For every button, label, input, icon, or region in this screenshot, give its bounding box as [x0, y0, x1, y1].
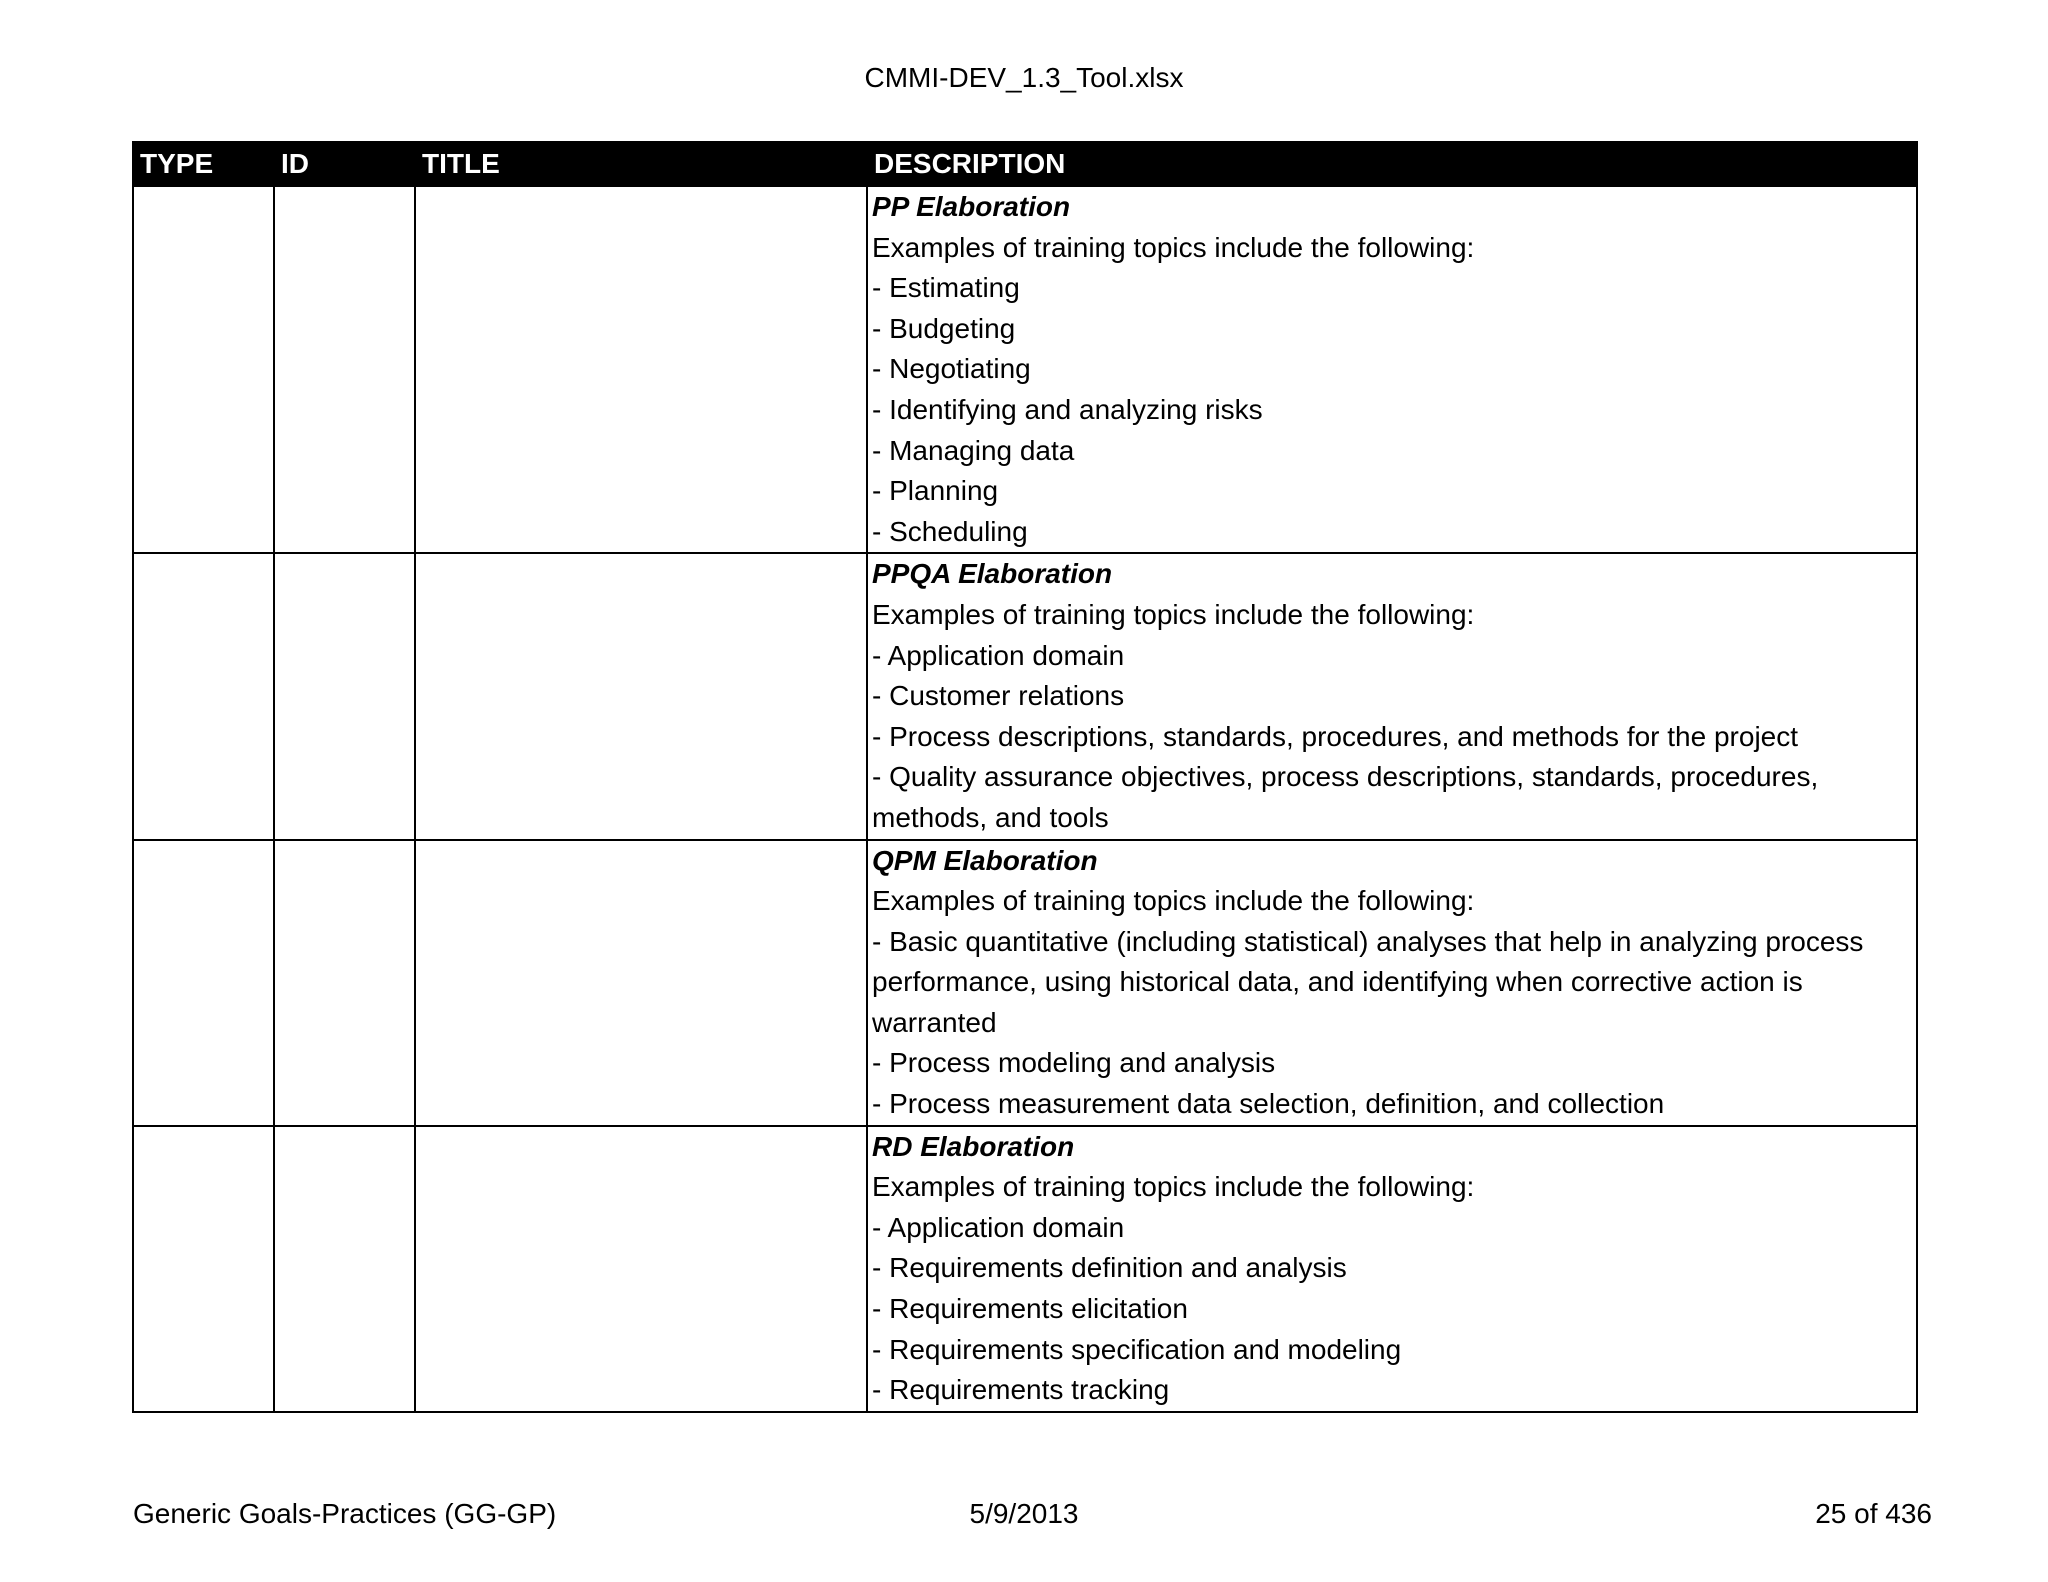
type-cell: [133, 1126, 274, 1412]
list-item: - Requirements elicitation: [872, 1293, 1188, 1325]
type-cell: [133, 840, 274, 1126]
table-row: [133, 553, 1917, 839]
table-row: [133, 840, 1917, 1126]
elaboration-intro: Examples of training topics include the following:: [872, 598, 1475, 630]
elaboration-heading: RD Elaboration: [872, 1130, 1075, 1162]
list-item: - Application domain: [872, 1211, 1125, 1243]
list-item: - Scheduling: [872, 515, 1028, 547]
page-header-filename: CMMI-DEV_1.3_Tool.xlsx: [864, 62, 1184, 93]
list-item: - Budgeting: [872, 312, 1016, 344]
table-row: [133, 1126, 1917, 1412]
list-item: - Requirements specification and modeling: [872, 1333, 1402, 1365]
column-header-id: ID: [274, 142, 415, 186]
list-item: - Estimating: [872, 272, 1020, 304]
list-item: - Process measurement data selection, definition, and collection: [872, 1088, 1665, 1120]
list-item: - Process modeling and analysis: [872, 1047, 1276, 1079]
list-item: - Negotiating: [872, 353, 1031, 385]
elaboration-heading: QPM Elaboration: [872, 844, 1098, 876]
list-item: - Process descriptions, standards, procedures, and methods for the project: [872, 720, 1799, 752]
type-cell: [133, 553, 274, 839]
title-cell: [415, 1126, 867, 1412]
id-cell: [274, 840, 415, 1126]
list-item: - Basic quantitative (including statistical) analyses that help in analyzing process performance, using historical data, and identifying when corrective action is warranted: [872, 925, 1864, 1038]
footer-page-number: 25 of 436: [1815, 1498, 1932, 1529]
column-header-title: TITLE: [415, 142, 867, 186]
description-cell: [867, 553, 1917, 839]
column-header-type: TYPE: [133, 142, 274, 186]
description-cell: [867, 186, 1917, 553]
description-cell: [867, 840, 1917, 1126]
elaboration-intro: Examples of training topics include the following:: [872, 1171, 1475, 1203]
list-item: - Managing data: [872, 434, 1075, 466]
table-row: [133, 186, 1917, 553]
worksheet-table: [132, 141, 1918, 1413]
id-cell: [274, 186, 415, 553]
column-header-description: DESCRIPTION: [867, 142, 1917, 186]
title-cell: [415, 553, 867, 839]
footer-date: 5/9/2013: [969, 1498, 1079, 1529]
list-item: - Customer relations: [872, 680, 1125, 712]
elaboration-heading: PPQA Elaboration: [872, 558, 1113, 590]
list-item: - Planning: [872, 475, 999, 507]
list-item: - Requirements definition and analysis: [872, 1252, 1347, 1284]
elaboration-intro: Examples of training topics include the following:: [872, 231, 1475, 263]
table-header-row: [133, 142, 1917, 186]
elaboration-intro: Examples of training topics include the following:: [872, 885, 1475, 917]
list-item: - Identifying and analyzing risks: [872, 393, 1263, 425]
footer-section-name: Generic Goals-Practices (GG-GP): [133, 1498, 557, 1529]
list-item: - Requirements tracking: [872, 1374, 1170, 1406]
id-cell: [274, 1126, 415, 1412]
elaboration-heading: PP Elaboration: [872, 191, 1071, 222]
description-cell: [867, 1126, 1917, 1412]
id-cell: [274, 553, 415, 839]
title-cell: [415, 840, 867, 1126]
title-cell: [415, 186, 867, 553]
type-cell: [133, 186, 274, 553]
list-item: - Application domain: [872, 639, 1125, 671]
list-item: - Quality assurance objectives, process descriptions, standards, procedures, methods, and tools: [872, 761, 1819, 833]
